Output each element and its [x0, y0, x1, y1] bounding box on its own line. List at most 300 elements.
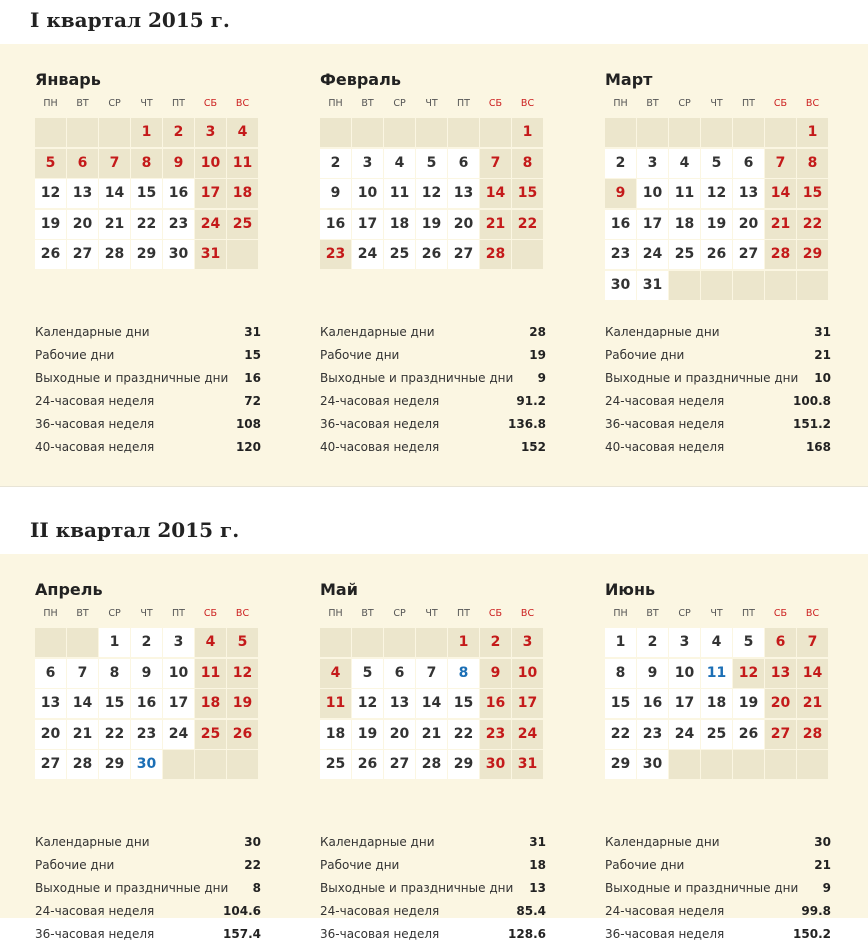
holiday-day-cell: 28 — [797, 720, 828, 749]
weekday-label: ВТ — [646, 608, 659, 619]
holiday-day-cell: 10 — [195, 149, 226, 178]
stat-value: 104.6 — [223, 904, 261, 918]
stat-row — [35, 394, 261, 414]
stat-label: Рабочие дни — [35, 858, 115, 872]
day-cell: 10 — [669, 659, 700, 688]
stat-value: 31 — [244, 325, 261, 339]
stat-row — [35, 881, 261, 901]
day-cell: 16 — [163, 179, 194, 208]
day-cell: 13 — [448, 179, 479, 208]
day-cell: 28 — [67, 750, 98, 779]
stat-row — [320, 371, 546, 391]
day-cell: 27 — [35, 750, 66, 779]
quarter-panel — [0, 554, 868, 941]
empty-day-cell — [669, 271, 700, 300]
weekday-label: СР — [393, 608, 406, 619]
empty-day-cell — [227, 240, 258, 269]
day-cell: 19 — [416, 210, 447, 239]
stat-row — [320, 440, 546, 460]
holiday-day-cell: 25 — [195, 720, 226, 749]
holiday-day-cell: 9 — [480, 659, 511, 688]
day-cell: 12 — [416, 179, 447, 208]
stat-label: 40-часовая неделя — [320, 440, 440, 454]
stat-label: 36-часовая неделя — [605, 417, 725, 431]
weekday-label: ПТ — [742, 98, 755, 109]
weekday-header — [320, 608, 544, 622]
day-cell: 3 — [669, 628, 700, 657]
day-cell: 19 — [352, 720, 383, 749]
day-cell: 15 — [131, 179, 162, 208]
holiday-day-cell: 25 — [227, 210, 258, 239]
day-cell: 23 — [605, 240, 636, 269]
stat-value: 72 — [244, 394, 261, 408]
stat-row — [35, 440, 261, 460]
stat-label: Выходные и праздничные дни — [605, 371, 799, 385]
day-cell: 21 — [416, 720, 447, 749]
weekday-label: СБ — [773, 98, 788, 109]
holiday-day-cell: 2 — [163, 118, 194, 147]
holiday-day-cell: 2 — [480, 628, 511, 657]
weekday-label: ВТ — [361, 98, 374, 109]
weekday-label: ПТ — [457, 608, 470, 619]
empty-day-cell — [733, 118, 764, 147]
day-cell: 2 — [131, 628, 162, 657]
holiday-day-cell: 21 — [797, 689, 828, 718]
weekday-label: СБ — [488, 608, 503, 619]
stat-label: 24-часовая неделя — [320, 904, 440, 918]
stat-label: 24-часовая неделя — [605, 904, 725, 918]
stat-row — [35, 858, 261, 878]
stat-row — [605, 858, 831, 878]
stat-value: 22 — [244, 858, 261, 872]
day-cell: 11 — [384, 179, 415, 208]
day-cell: 17 — [352, 210, 383, 239]
stat-label: 36-часовая неделя — [320, 417, 440, 431]
weekday-label: ЧТ — [425, 98, 438, 109]
weekday-header — [605, 608, 829, 622]
day-cell: 20 — [67, 210, 98, 239]
empty-day-cell — [448, 118, 479, 147]
day-cell: 8 — [605, 659, 636, 688]
stat-row — [35, 927, 261, 947]
day-cell: 19 — [35, 210, 66, 239]
stat-row — [605, 440, 831, 460]
weekday-label: СР — [108, 98, 121, 109]
stat-label: Рабочие дни — [605, 858, 685, 872]
stat-row — [320, 904, 546, 924]
day-cell: 17 — [163, 689, 194, 718]
empty-day-cell — [765, 750, 796, 779]
holiday-day-cell: 3 — [512, 628, 543, 657]
holiday-day-cell: 9 — [605, 179, 636, 208]
holiday-day-cell: 23 — [480, 720, 511, 749]
day-cell: 9 — [320, 179, 351, 208]
day-cell: 23 — [637, 720, 668, 749]
holiday-day-cell: 8 — [797, 149, 828, 178]
day-cell: 10 — [637, 179, 668, 208]
day-cell: 27 — [448, 240, 479, 269]
holiday-day-cell: 31 — [195, 240, 226, 269]
weekday-label: ВТ — [646, 98, 659, 109]
stat-value: 9 — [822, 881, 831, 895]
day-cell: 20 — [384, 720, 415, 749]
holiday-day-cell: 31 — [512, 750, 543, 779]
stat-row — [605, 904, 831, 924]
weekday-label: ВТ — [361, 608, 374, 619]
weekday-header — [35, 98, 259, 112]
empty-day-cell — [384, 118, 415, 147]
empty-day-cell — [352, 118, 383, 147]
stat-value: 16 — [244, 371, 261, 385]
stat-row — [320, 927, 546, 947]
day-cell: 4 — [701, 628, 732, 657]
day-cell: 5 — [701, 149, 732, 178]
holiday-day-cell: 26 — [227, 720, 258, 749]
holiday-day-cell: 28 — [480, 240, 511, 269]
holiday-day-cell: 13 — [765, 659, 796, 688]
month-name: Февраль — [320, 70, 401, 89]
pre-holiday-day-cell: 11 — [701, 659, 732, 688]
quarter-title: II квартал 2015 г. — [30, 518, 240, 542]
month-name: Март — [605, 70, 653, 89]
empty-day-cell — [195, 750, 226, 779]
stat-label: Рабочие дни — [35, 348, 115, 362]
stat-label: Выходные и праздничные дни — [35, 881, 229, 895]
holiday-day-cell: 17 — [195, 179, 226, 208]
day-cell: 8 — [99, 659, 130, 688]
stat-row — [320, 417, 546, 437]
weekday-label: ВС — [235, 98, 250, 109]
weekday-label: ЧТ — [425, 608, 438, 619]
holiday-day-cell: 12 — [733, 659, 764, 688]
stat-value: 168 — [805, 440, 831, 454]
day-cell: 18 — [669, 210, 700, 239]
day-cell: 30 — [163, 240, 194, 269]
day-cell: 22 — [448, 720, 479, 749]
day-cell: 26 — [701, 240, 732, 269]
stat-label: Календарные дни — [605, 835, 720, 849]
day-cell: 6 — [35, 659, 66, 688]
empty-day-cell — [416, 118, 447, 147]
day-cell: 25 — [320, 750, 351, 779]
pre-holiday-day-cell: 30 — [131, 750, 162, 779]
holiday-day-cell: 8 — [512, 149, 543, 178]
empty-day-cell — [320, 118, 351, 147]
holiday-day-cell: 11 — [320, 689, 351, 718]
weekday-label: СБ — [203, 98, 218, 109]
day-cell: 24 — [163, 720, 194, 749]
stat-value: 8 — [252, 881, 261, 895]
day-cell: 1 — [99, 628, 130, 657]
stat-value: 21 — [814, 858, 831, 872]
weekday-label: ЧТ — [710, 608, 723, 619]
stat-value: 108 — [235, 417, 261, 431]
day-cell: 22 — [605, 720, 636, 749]
weekday-label: ПТ — [457, 98, 470, 109]
stat-label: 36-часовая неделя — [320, 927, 440, 941]
stat-value: 100.8 — [793, 394, 831, 408]
stat-label: 24-часовая неделя — [320, 394, 440, 408]
day-cell: 20 — [733, 210, 764, 239]
day-cell: 25 — [701, 720, 732, 749]
stat-row — [320, 881, 546, 901]
stat-label: Рабочие дни — [320, 348, 400, 362]
stat-row — [605, 835, 831, 855]
holiday-day-cell: 10 — [512, 659, 543, 688]
day-cell: 23 — [131, 720, 162, 749]
empty-day-cell — [67, 628, 98, 657]
day-cell: 22 — [131, 210, 162, 239]
stat-row — [605, 927, 831, 947]
stat-value: 15 — [244, 348, 261, 362]
stat-value: 28 — [529, 325, 546, 339]
day-cell: 18 — [320, 720, 351, 749]
holiday-day-cell: 24 — [195, 210, 226, 239]
day-cell: 18 — [701, 689, 732, 718]
holiday-day-cell: 3 — [195, 118, 226, 147]
day-cell: 3 — [637, 149, 668, 178]
day-cell: 9 — [131, 659, 162, 688]
stat-label: 36-часовая неделя — [35, 417, 155, 431]
stat-label: 40-часовая неделя — [605, 440, 725, 454]
day-cell: 13 — [733, 179, 764, 208]
day-cell: 13 — [35, 689, 66, 718]
stat-row — [35, 348, 261, 368]
weekday-label: СБ — [773, 608, 788, 619]
month-name: Май — [320, 580, 358, 599]
weekday-label: ВС — [520, 608, 535, 619]
holiday-day-cell: 7 — [765, 149, 796, 178]
weekday-header — [605, 98, 829, 112]
holiday-day-cell: 18 — [227, 179, 258, 208]
day-cell: 3 — [352, 149, 383, 178]
empty-day-cell — [512, 240, 543, 269]
weekday-label: СР — [108, 608, 121, 619]
day-cell: 17 — [637, 210, 668, 239]
stat-row — [605, 881, 831, 901]
empty-day-cell — [797, 271, 828, 300]
empty-day-cell — [733, 271, 764, 300]
holiday-day-cell: 27 — [765, 720, 796, 749]
stat-label: Выходные и праздничные дни — [320, 881, 514, 895]
day-cell: 24 — [352, 240, 383, 269]
day-cell: 30 — [605, 271, 636, 300]
day-cell: 25 — [669, 240, 700, 269]
month-name: Январь — [35, 70, 101, 89]
stat-value: 30 — [244, 835, 261, 849]
stat-value: 21 — [814, 348, 831, 362]
day-cell: 16 — [320, 210, 351, 239]
stat-row — [605, 417, 831, 437]
holiday-day-cell: 14 — [765, 179, 796, 208]
day-cell: 26 — [35, 240, 66, 269]
empty-day-cell — [765, 118, 796, 147]
quarter-title: I квартал 2015 г. — [30, 8, 230, 32]
weekday-label: ПН — [328, 98, 343, 109]
weekday-label: ПТ — [172, 98, 185, 109]
day-cell: 15 — [605, 689, 636, 718]
stat-value: 157.4 — [223, 927, 261, 941]
holiday-day-cell: 4 — [195, 628, 226, 657]
day-cell: 2 — [637, 628, 668, 657]
stat-label: Календарные дни — [35, 835, 150, 849]
day-cell: 6 — [448, 149, 479, 178]
month-name: Апрель — [35, 580, 103, 599]
day-cell: 26 — [733, 720, 764, 749]
empty-day-cell — [765, 271, 796, 300]
day-cell: 12 — [35, 179, 66, 208]
empty-day-cell — [320, 628, 351, 657]
stat-row — [605, 348, 831, 368]
weekday-label: СР — [393, 98, 406, 109]
stat-value: 128.6 — [508, 927, 546, 941]
empty-day-cell — [669, 750, 700, 779]
stat-label: 40-часовая неделя — [35, 440, 155, 454]
day-cell: 26 — [352, 750, 383, 779]
weekday-label: СБ — [203, 608, 218, 619]
empty-day-cell — [35, 118, 66, 147]
holiday-day-cell: 4 — [227, 118, 258, 147]
weekday-label: СБ — [488, 98, 503, 109]
empty-day-cell — [733, 750, 764, 779]
stat-label: 24-часовая неделя — [605, 394, 725, 408]
stat-label: Календарные дни — [35, 325, 150, 339]
stat-label: 36-часовая неделя — [35, 927, 155, 941]
holiday-day-cell: 19 — [227, 689, 258, 718]
day-cell: 27 — [384, 750, 415, 779]
stat-row — [35, 325, 261, 345]
day-cell: 31 — [637, 271, 668, 300]
day-cell: 12 — [352, 689, 383, 718]
stat-value: 91.2 — [516, 394, 546, 408]
day-cell: 29 — [131, 240, 162, 269]
empty-day-cell — [480, 118, 511, 147]
day-cell: 27 — [67, 240, 98, 269]
holiday-day-cell: 15 — [797, 179, 828, 208]
weekday-label: ЧТ — [140, 98, 153, 109]
holiday-day-cell: 22 — [512, 210, 543, 239]
day-cell: 11 — [669, 179, 700, 208]
holiday-day-cell: 12 — [227, 659, 258, 688]
day-cell: 7 — [67, 659, 98, 688]
day-cell: 12 — [701, 179, 732, 208]
day-cell: 30 — [637, 750, 668, 779]
day-cell: 19 — [733, 689, 764, 718]
stat-value: 151.2 — [793, 417, 831, 431]
stat-label: 36-часовая неделя — [605, 927, 725, 941]
weekday-label: ВТ — [76, 98, 89, 109]
day-cell: 9 — [637, 659, 668, 688]
day-cell: 6 — [384, 659, 415, 688]
holiday-day-cell: 8 — [131, 149, 162, 178]
weekday-label: СР — [678, 608, 691, 619]
day-cell: 4 — [669, 149, 700, 178]
stat-row — [320, 325, 546, 345]
holiday-day-cell: 1 — [797, 118, 828, 147]
stat-row — [320, 835, 546, 855]
weekday-label: ВС — [805, 608, 820, 619]
day-cell: 16 — [131, 689, 162, 718]
day-cell: 26 — [416, 240, 447, 269]
stat-label: Рабочие дни — [320, 858, 400, 872]
weekday-label: СР — [678, 98, 691, 109]
empty-day-cell — [701, 271, 732, 300]
holiday-day-cell: 24 — [512, 720, 543, 749]
day-cell: 6 — [733, 149, 764, 178]
empty-day-cell — [35, 628, 66, 657]
stat-row — [605, 394, 831, 414]
weekday-label: ЧТ — [710, 98, 723, 109]
empty-day-cell — [384, 628, 415, 657]
day-cell: 20 — [35, 720, 66, 749]
weekday-label: ВТ — [76, 608, 89, 619]
stat-row — [320, 348, 546, 368]
holiday-day-cell: 1 — [131, 118, 162, 147]
day-cell: 7 — [416, 659, 447, 688]
stat-value: 136.8 — [508, 417, 546, 431]
stat-value: 30 — [814, 835, 831, 849]
stat-row — [320, 394, 546, 414]
holiday-day-cell: 1 — [448, 628, 479, 657]
empty-day-cell — [227, 750, 258, 779]
day-cell: 25 — [384, 240, 415, 269]
holiday-day-cell: 7 — [797, 628, 828, 657]
day-cell: 4 — [384, 149, 415, 178]
pre-holiday-day-cell: 8 — [448, 659, 479, 688]
day-cell: 16 — [637, 689, 668, 718]
stat-label: 24-часовая неделя — [35, 394, 155, 408]
stat-value: 18 — [529, 858, 546, 872]
stat-value: 31 — [529, 835, 546, 849]
weekday-label: ПТ — [172, 608, 185, 619]
weekday-label: ПН — [328, 608, 343, 619]
holiday-day-cell: 5 — [227, 628, 258, 657]
day-cell: 15 — [448, 689, 479, 718]
day-cell: 24 — [637, 240, 668, 269]
empty-day-cell — [99, 118, 130, 147]
stat-label: Выходные и праздничные дни — [605, 881, 799, 895]
day-cell: 23 — [163, 210, 194, 239]
weekday-label: ВС — [235, 608, 250, 619]
day-cell: 29 — [448, 750, 479, 779]
day-cell: 20 — [448, 210, 479, 239]
weekday-label: ПН — [613, 98, 628, 109]
day-cell: 14 — [99, 179, 130, 208]
empty-day-cell — [701, 118, 732, 147]
holiday-day-cell: 5 — [35, 149, 66, 178]
holiday-day-cell: 28 — [765, 240, 796, 269]
stat-row — [320, 858, 546, 878]
stat-value: 85.4 — [516, 904, 546, 918]
day-cell: 21 — [67, 720, 98, 749]
holiday-day-cell: 14 — [797, 659, 828, 688]
day-cell: 19 — [701, 210, 732, 239]
empty-day-cell — [605, 118, 636, 147]
empty-day-cell — [67, 118, 98, 147]
holiday-day-cell: 11 — [195, 659, 226, 688]
stat-row — [35, 417, 261, 437]
holiday-day-cell: 16 — [480, 689, 511, 718]
day-cell: 1 — [605, 628, 636, 657]
divider — [0, 486, 868, 487]
stat-value: 19 — [529, 348, 546, 362]
weekday-label: ВС — [805, 98, 820, 109]
day-cell: 3 — [163, 628, 194, 657]
stat-value: 9 — [537, 371, 546, 385]
holiday-day-cell: 4 — [320, 659, 351, 688]
holiday-day-cell: 18 — [195, 689, 226, 718]
empty-day-cell — [797, 750, 828, 779]
